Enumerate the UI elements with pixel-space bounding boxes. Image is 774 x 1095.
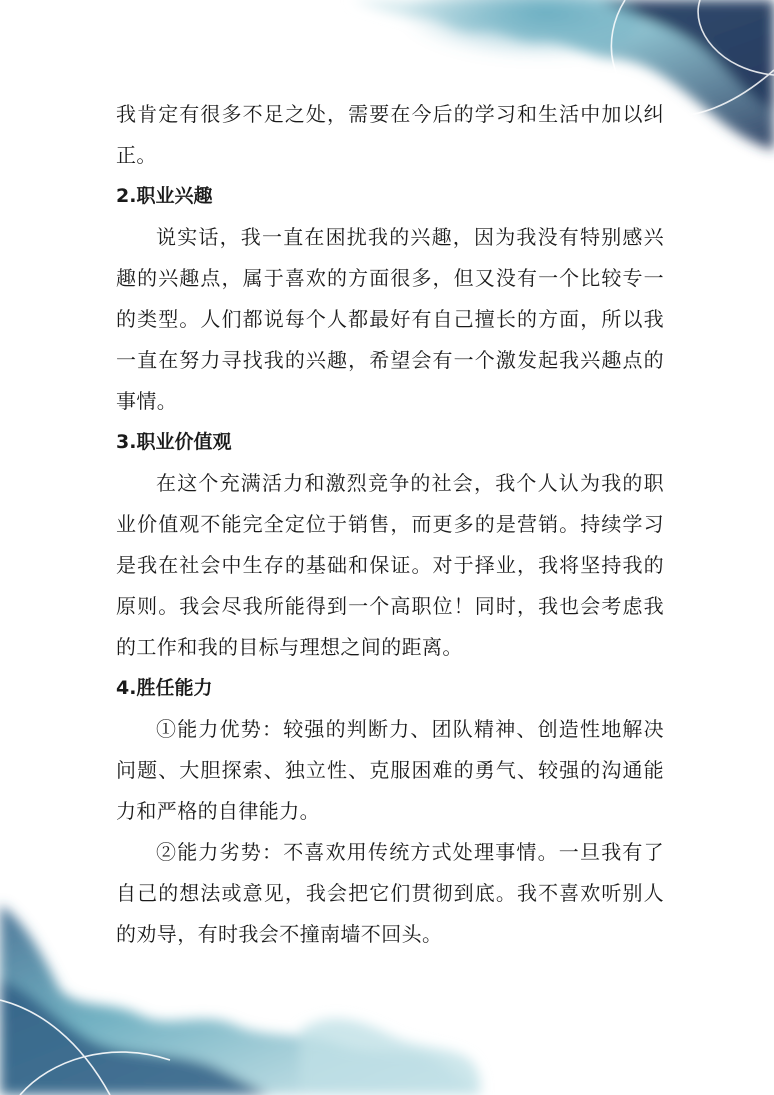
section-heading-competence: 4.胜任能力 xyxy=(116,677,213,699)
paragraph-career-interest: 说实话，我一直在困扰我的兴趣，因为我没有特别感兴趣的兴趣点，属于喜欢的方面很多，但又没有一个比较专一的类型。人们都说每个人都最好有自己擅长的方面，所以我一直在努力寻找我的兴趣，希望会有一个激发起我兴趣点的事情。 xyxy=(116,225,664,413)
paragraph-strengths: ①能力优势：较强的判断力、团队精神、创造性地解决问题、大胆探索、独立性、克服困难的勇气、较强的沟通能力和严格的自律能力。 xyxy=(116,717,664,823)
section-heading-career-interest: 2.职业兴趣 xyxy=(116,185,213,207)
section-heading-career-values: 3.职业价值观 xyxy=(116,431,232,453)
continued-paragraph: 我肯定有很多不足之处，需要在今后的学习和生活中加以纠正。 xyxy=(116,102,664,167)
paragraph-career-values: 在这个充满活力和激烈竞争的社会，我个人认为我的职业价值观不能完全定位于销售，而更多的是营销。持续学习是我在社会中生存的基础和保证。对于择业，我将坚持我的原则。我会尽我所能得到一个高职位！同时，我也会考虑我的工作和我的目标与理想之间的距离。 xyxy=(116,471,664,659)
paragraph-weaknesses: ②能力劣势：不喜欢用传统方式处理事情。一旦我有了自己的想法或意见，我会把它们贯彻到底。我不喜欢听别人的劝导，有时我会不撞南墙不回头。 xyxy=(116,840,664,946)
document-body xyxy=(116,94,664,955)
